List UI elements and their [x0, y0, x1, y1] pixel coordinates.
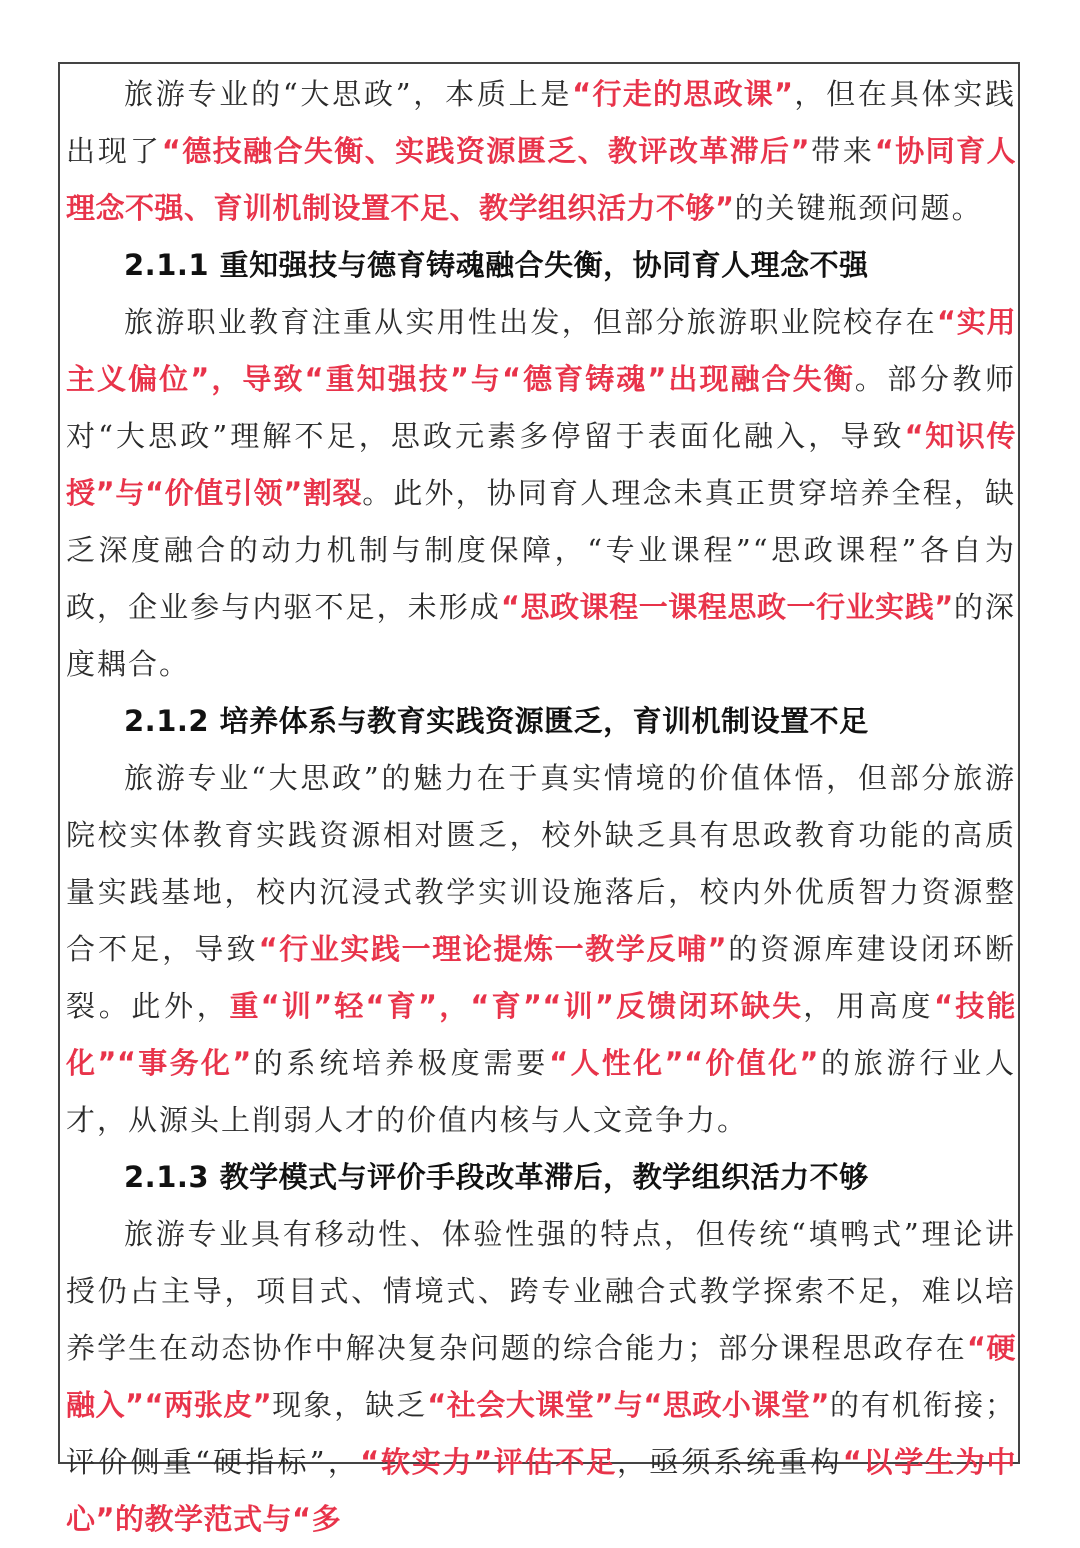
- text-segment: 的系统培养极度需要: [251, 1046, 550, 1080]
- text-segment: 。部分教师对“大思政”理解不足，思政元素多停留于表面化融入，导致: [66, 362, 1016, 453]
- highlighted-phrase: “德技融合失衡、实践资源匮乏、教评改革滞后”: [161, 134, 811, 168]
- body-paragraph: [66, 294, 1016, 693]
- text-segment: 旅游专业具有移动性、体验性强的特点，但传统“填鸭式”理论讲授仍占主导，项目式、情境式、跨专业融合式教学探索不足，难以培养学生在动态协作中解决复杂问题的综合能力；部分课程思政存在: [66, 1217, 1016, 1365]
- highlighted-phrase: 重“训”轻“育”，“育”“训”反馈闭环缺失: [229, 989, 804, 1023]
- text-segment: ，用高度: [803, 989, 935, 1023]
- document-body: [66, 66, 1016, 1548]
- text-segment: 。此外，协同育人理念未真正贯穿培养全程，缺乏深度融合的动力机制与制度保障，“专业课程”“思政课程”各自为政，企业参与内驱不足，未形成: [66, 476, 1016, 624]
- section-heading: 2.1.3 教学模式与评价手段改革滞后，教学组织活力不够: [124, 1160, 869, 1194]
- text-segment: 的有机衔接；评价侧重“硬指标”，: [66, 1388, 1016, 1479]
- highlighted-phrase: “实用主义偏位”，导致“重知强技”与“德育铸魂”出现融合失衡: [66, 305, 1016, 396]
- text-segment: 的深度耦合。: [66, 590, 1016, 681]
- highlighted-phrase: “硬融入”“两张皮”: [66, 1331, 1016, 1422]
- text-segment: ，但在具体实践出现了: [66, 77, 1016, 168]
- highlighted-phrase: “人性化”“价值化”: [549, 1046, 819, 1080]
- highlighted-phrase: “知识传授”与“价值引领”割裂: [66, 419, 1016, 510]
- text-segment: 的关键瓶颈问题。: [734, 191, 983, 225]
- text-segment: 旅游职业教育注重从实用性出发，但部分旅游职业院校存在: [124, 305, 937, 339]
- highlighted-phrase: “社会大课堂”与“思政小课堂”: [427, 1388, 830, 1422]
- highlighted-phrase: “协同育人理念不强、育训机制设置不足、教学组织活力不够”: [66, 134, 1016, 225]
- text-segment: ，亟须系统重构: [616, 1445, 843, 1479]
- text-segment: 旅游专业“大思政”的魅力在于真实情境的价值体悟，但部分旅游院校实体教育实践资源相对匮乏，校外缺乏具有思政教育功能的高质量实践基地，校内沉浸式教学实训设施落后，校内外优质智力资源整合不足，导致: [66, 761, 1016, 966]
- text-segment: 的旅游行业人才，从源头上削弱人才的价值内核与人文竞争力。: [66, 1046, 1016, 1137]
- body-paragraph: [66, 66, 1016, 237]
- text-segment: 带来: [810, 134, 875, 168]
- text-segment: 现象，缺乏: [272, 1388, 428, 1422]
- body-paragraph: [66, 750, 1016, 1149]
- highlighted-phrase: “软实力”评估不足: [360, 1445, 617, 1479]
- highlighted-phrase: “思政课程一课程思政一行业实践”: [500, 590, 954, 624]
- highlighted-phrase: “以学生为中心”的教学范式与“多: [66, 1445, 1016, 1536]
- section-heading: 2.1.2 培养体系与教育实践资源匮乏，育训机制设置不足: [124, 704, 869, 738]
- body-paragraph: [66, 1206, 1016, 1548]
- highlighted-phrase: “行走的思政课”: [572, 77, 794, 111]
- text-segment: 旅游专业的“大思政”，本质上是: [124, 77, 573, 111]
- section-heading: 2.1.1 重知强技与德育铸魂融合失衡，协同育人理念不强: [124, 248, 869, 282]
- highlighted-phrase: “行业实践一理论提炼一教学反哺”: [258, 932, 728, 966]
- highlighted-phrase: “技能化”“事务化”: [66, 989, 1016, 1080]
- text-segment: 的资源库建设闭环断裂。此外，: [66, 932, 1016, 1023]
